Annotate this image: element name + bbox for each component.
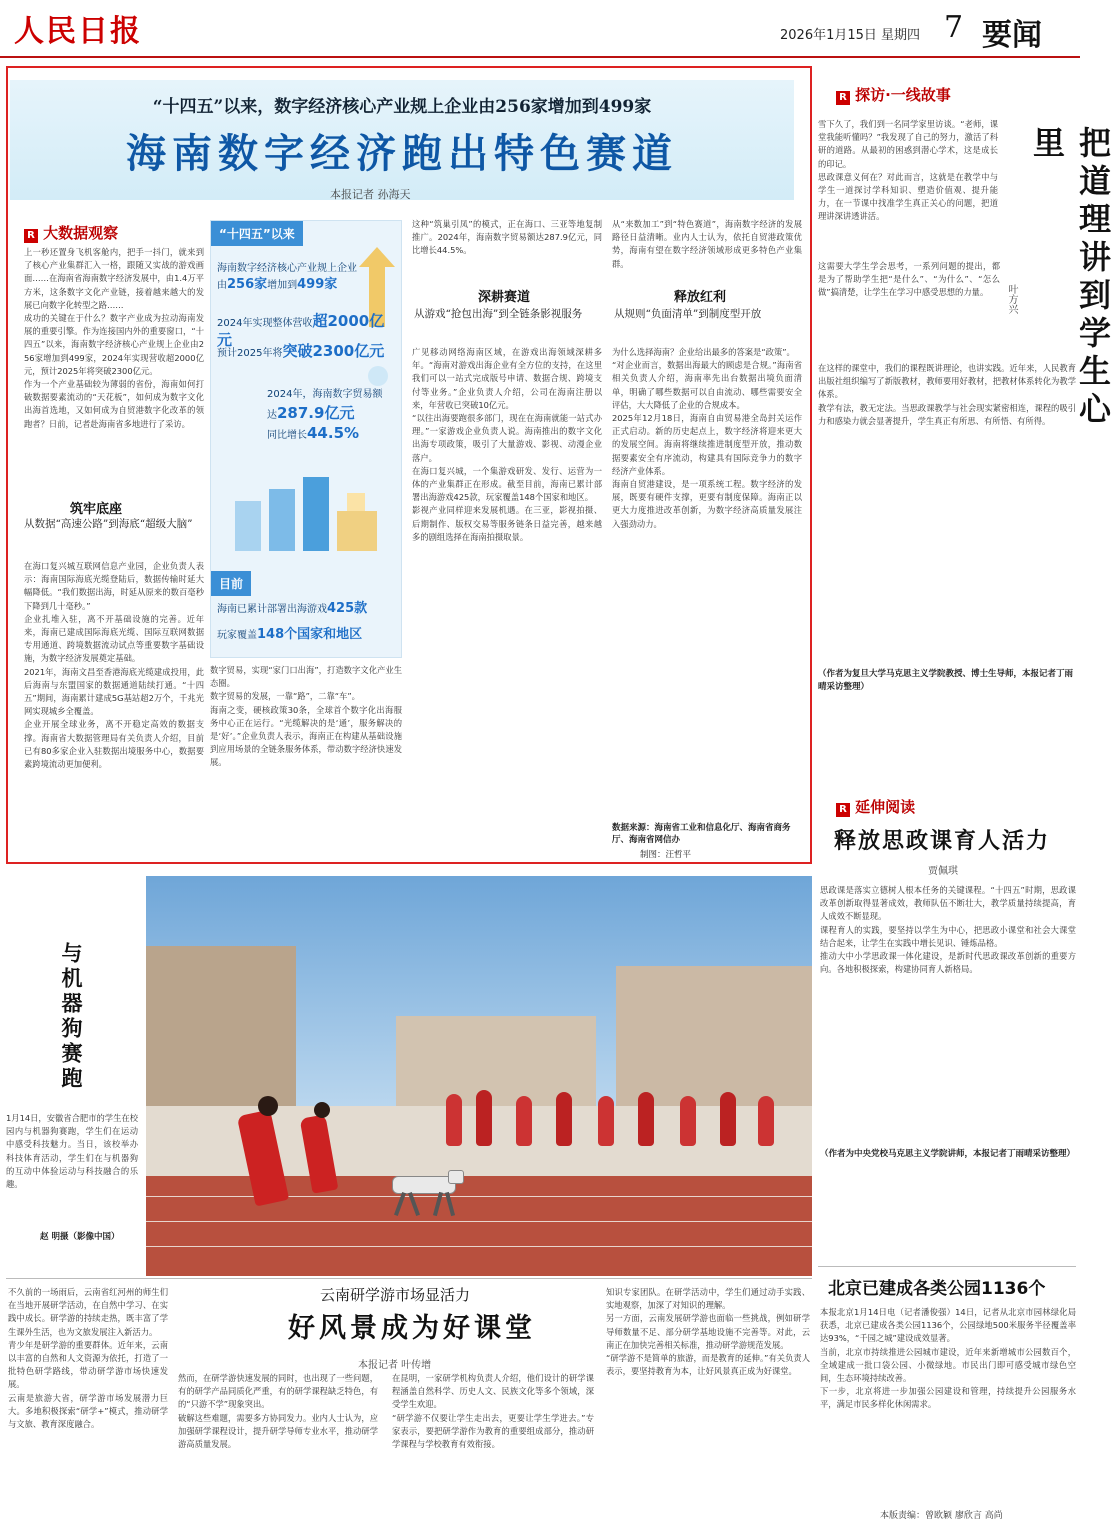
infographic-line-9: 玩家覆盖148个国家和地区 — [217, 627, 363, 642]
paragraph: 上一秒还置身飞机客舱内，把手一抖门，就来到了核心产业集群汇入一格，跟随又实战的游戏画面……在海南省海南数字经济发展中，由1.4万平方米，这条数字文化产业链，接着越来越大的发展已向数字化转型之路…… — [24, 247, 204, 310]
subhead-2: 深耕赛道 — [478, 290, 531, 305]
paragraph: 海南自贸港建设，是一项系统工程。数字经济的发展，既要有硬件支撑，更要有制度保障。海南正以更大力度推进改革创新，为数字经济高质量发展注入强劲动力。 — [612, 479, 802, 529]
stats-infographic — [210, 220, 402, 658]
infographic-line-1: 海南数字经济核心产业规上企业 — [217, 263, 357, 274]
paragraph: 海南之变，硬核政策30条，全球首个数字化出海服务中心正在运行。“光缆解决的是‘通’，服务解决的是‘好’。”企业负责人表示，海南正在构建从基础设施到应用场景的全链条服务体系，带动数字经济快速发展。 — [210, 704, 402, 768]
paragraph: 企业开展全球业务，离不开稳定高效的数据支撑。海南省大数据管理局有关负责人介绍，目前已有80多家企业入驻数据出境服务中心，数据要素跨境流动更加便利。 — [24, 719, 204, 770]
news-text — [820, 1306, 1076, 1502]
lead-col1-text-b — [24, 560, 204, 856]
infographic-line-5: 2024年，海南数字贸易额 — [267, 389, 383, 400]
student-head — [258, 1096, 278, 1116]
student-figure — [680, 1096, 696, 1146]
paragraph: 2021年，海南文昌至香港海底光缆建成投用，此后海南与东盟国家的数据通道陆续打通。“十四五”期间，海南累计建成5G基站超2万个，千兆光网实现城乡全覆盖。 — [24, 666, 204, 717]
column-label — [24, 222, 118, 243]
extend-title: 释放思政课育人活力 — [834, 829, 1051, 854]
infographic-line-7: 同比增长44.5% — [267, 424, 360, 442]
photo-running-track — [146, 1176, 812, 1276]
paragraph: 教学有法，教无定法。当思政课教学与社会现实紧密相连，课程的吸引力和感染力就会显著提升，学生真正有所思、有所悟、有所得。 — [818, 402, 1076, 426]
right-story-text-c — [818, 362, 1076, 662]
paragraph: “研学游不是简单的旅游，而是教育的延伸。”有关负责人表示，要坚持教育为本，让好风景真正成为好课堂。 — [606, 1353, 810, 1377]
paragraph: 在海口复兴城互联网信息产业园，企业负责人表示：海南国际海底光缆登陆后，数据传输时延大幅降低。“我们数据出海，时延从原来的数百毫秒下降到几十毫秒。” — [24, 561, 204, 611]
right-tag-1-text: 探访·一线故事 — [855, 86, 951, 104]
student-figure — [516, 1096, 532, 1146]
infographic-line-6: 达287.9亿元 — [267, 404, 355, 422]
infographic-line-2: 由256家增加到499家 — [217, 277, 338, 292]
paragraph: 课程育人的实践，要坚持以学生为中心，把思政小课堂和社会大课堂结合起来，让学生在实践中增长见识、锤炼品格。 — [820, 924, 1076, 948]
paragraph: 企业扎堆入驻，离不开基础设施的完善。近年来，海南已建成国际海底光缆、国际互联网数据专用通道、跨境数据流动试点等重要数字基础设施，为数字经济发展奠定基础。 — [24, 613, 204, 664]
data-cubes-illustration — [225, 471, 395, 561]
right-story-text-a — [818, 118, 998, 256]
masthead — [0, 0, 1080, 58]
bottom-col4-text — [606, 1286, 810, 1522]
student-figure — [638, 1092, 654, 1146]
student-figure — [446, 1094, 462, 1146]
lead-col1-text-a — [24, 246, 204, 474]
right-tag-2-text: 延伸阅读 — [855, 798, 916, 816]
page-number: 7 — [944, 10, 964, 45]
student-figure — [758, 1096, 774, 1146]
paragraph: 这需要大学生学会思考，一系列问题的提出，都是为了帮助学生把“是什么”、“为什么”、“怎么做”搞清楚，让学生在学习中感受思想的力量。 — [818, 261, 1000, 298]
paragraph: 数字贸易的发展，一靠“路”，二靠“车”。 — [210, 691, 360, 702]
student-figure — [476, 1090, 492, 1146]
photo-caption: 1月14日，安徽省合肥市的学生在校园内与机器狗赛跑，学生们在运动中感受科技魅力。当日，该校举办科技体育活动，学生们在与机器狗的互动中体验运动与科技融合的乐趣。 — [6, 1113, 138, 1190]
column-label-icon: R — [24, 229, 38, 243]
right-vertical-author: 叶方兴 — [1006, 284, 1017, 314]
lead-kicker: “十四五”以来，数字经济核心产业规上企业由256家增加到499家 — [152, 97, 652, 117]
photo-credit: 赵 明摄（影像中国） — [40, 1232, 120, 1242]
paragraph: 另一方面，云南发展研学游也面临一些挑战，例如研学导师数量不足、部分研学基地设施不完善等。对此，云南正在加快完善相关标准，推动研学游规范发展。 — [606, 1313, 810, 1350]
paragraph: 广见移动网络海南区域，在游戏出海领域深耕多年。“海南对游戏出海企业有全方位的支持，在这里我们可以一站式完成版号申请、数据合规、跨境支付等业务。”企业负责人介绍，公司在海南注册以来，年营收已突破10亿元。 — [412, 347, 602, 410]
paragraph: 成功的关键在于什么？数字产业成为拉动海南发展的重要引擎。作为连接国内外的重要窗口，“十四五”以来，海南数字经济核心产业规上企业由256家增加到499家，2024年实现营收超2000亿元，预计2025年将突破2300亿元。 — [24, 313, 204, 376]
subhead-2-deck: 从游戏“抢包出海”到全链条影视服务 — [414, 308, 583, 320]
student-figure — [720, 1092, 736, 1146]
student-head — [314, 1102, 330, 1118]
divider — [818, 1266, 1076, 1267]
graphic-credit: 制图：汪哲平 — [640, 850, 692, 860]
robot-dog-head — [448, 1170, 464, 1184]
infographic-header: “十四五”以来 — [211, 221, 303, 246]
paragraph: 推动大中小学思政课一体化建设，是新时代思政课改革创新的重要方向。各地积极探索，构建协同育人新格局。 — [820, 951, 1076, 975]
bottom-kicker: 云南研学游市场显活力 — [320, 1286, 471, 1304]
lead-hero-banner — [10, 80, 794, 200]
extend-author: 贾佩琪 — [928, 866, 958, 877]
paragraph: “对企业而言，数据出海最大的顾虑是合规。”海南省相关负责人介绍，海南率先出台数据出境负面清单，明确了哪些数据可以自由流动、哪些需要安全评估，大大降低了企业的合规成本。 — [612, 360, 802, 410]
photo-building — [146, 946, 296, 1116]
paragraph: 知识专家团队。在研学活动中，学生们通过动手实践、实地观察，加深了对知识的理解。 — [606, 1287, 810, 1311]
right-tag-1 — [836, 84, 951, 105]
paragraph: 影视产业同样迎来发展机遇。在三亚，影视拍摄、后期制作、版权交易等服务链条日益完善，越来越多的剧组选择在海南拍摄取景。 — [412, 505, 602, 542]
photo-vertical-title: 与机器狗赛跑 — [59, 942, 83, 1092]
paragraph: 这种“筑巢引凤”的模式，正在海口、三亚等地复制推广。2024年，海南数字贸易额达287.9亿元，同比增长44.5%。 — [412, 219, 602, 256]
paragraph: 本报北京1月14日电（记者潘俊强）14日，记者从北京市园林绿化局获悉，北京已建成各类公园1136个，公园绿地500米服务半径覆盖率达93%，“千园之城”建设成效显著。 — [820, 1307, 1076, 1344]
paragraph: “以往出海要跑很多部门，现在在海南就能一站式办理。”一家游戏企业负责人说。海南推出的数字文化出海专项政策，吸引了大量游戏、影视、动漫企业落户。 — [412, 413, 602, 463]
lead-col3-text-a — [412, 218, 602, 276]
infographic-line-8: 海南已累计部署出海游戏425款 — [217, 601, 368, 616]
paragraph: 当前，北京市持续推进公园城市建设，近年来新增城市公园数百个，全域建成一批口袋公园、小微绿地。市民出门即可感受城市绿色空间，生态环境持续改善。 — [820, 1346, 1076, 1384]
paragraph: 下一步，北京将进一步加强公园建设和管理，持续提升公园服务水平，满足市民多样化休闲需求。 — [820, 1386, 1076, 1410]
paragraph: 青少年是研学游的重要群体。近年来，云南以丰富的自然和人文资源为依托，打造了一批特色研学路线，带动研学游市场快速发展。 — [8, 1339, 168, 1390]
student-figure — [598, 1096, 614, 1146]
newspaper-logo: 人民日报 — [14, 14, 142, 49]
paragraph: 在海口复兴城，一个集游戏研发、发行、运营为一体的产业集群正在形成。截至目前，海南已累计部署出海游戏425款，玩家覆盖148个国家和地区。 — [412, 465, 602, 503]
news-title: 北京已建成各类公园1136个 — [828, 1279, 1046, 1299]
lead-col2-text — [210, 664, 402, 856]
paragraph: 作为一个产业基础较为薄弱的省份，海南如何打破数据要素流动的“天花板”，如何成为数字文化出海首选地，又如何成为自贸港数字化改革的领跑者？日前，记者赴海南省多地进行了采访。 — [24, 379, 204, 429]
infographic-line-3: 2024年实现整体营收超2000亿元 — [217, 312, 385, 349]
subhead-3: 释放红利 — [674, 290, 727, 305]
page-editors: 本版责编：曾欧颖 廖欣言 高尚 — [880, 1511, 1003, 1521]
paragraph: 思政课意义何在？对此而言，这就是在教学中与学生一道探讨学科知识、塑造价值观、提升能力，在一节课中找准学生真正关心的问题，把道理讲深讲透讲活。 — [818, 171, 998, 222]
paragraph: 从“来数加工”到“特色赛道”，海南数字经济的发展路径日益清晰。业内人士认为，依托自贸港政策优势，海南有望在数字经济领域形成更多特色产业集群。 — [612, 219, 802, 269]
right-tag-2 — [836, 796, 915, 817]
column-label-text: 大数据观察 — [43, 224, 119, 242]
paragraph: 为什么选择海南？企业给出最多的答案是“政策”。 — [612, 347, 795, 357]
lead-headline: 海南数字经济跑出特色赛道 — [126, 131, 678, 177]
bottom-col1-text — [8, 1286, 168, 1522]
robot-dog-race-photo[interactable] — [146, 876, 812, 1275]
infographic-line-4: 预计2025年将突破2300亿元 — [217, 342, 385, 360]
bottom-col2-text — [178, 1372, 378, 1522]
lead-byline: 本报记者 孙海天 — [330, 188, 411, 201]
right-story-credit: （作者为复旦大学马克思主义学院教授、博士生导师，本报记者丁雨晴采访整理） — [818, 669, 1074, 692]
bottom-headline: 好风景成为好课堂 — [288, 1313, 536, 1344]
paragraph: 破解这些难题，需要多方协同发力。业内人士认为，应加强研学课程设计，提升研学导师专业水平，推动研学游高质量发展。 — [178, 1412, 378, 1450]
paragraph: 思政课是落实立德树人根本任务的关键课程。“十四五”时期，思政课改革创新取得显著成效，教师队伍不断壮大，教学质量持续提高，育人成效不断显现。 — [820, 885, 1076, 922]
paragraph: 然而，在研学游快速发展的同时，也出现了一些问题，有的研学产品同质化严重，有的研学课程缺乏特色，有的“只游不学”现象突出。 — [178, 1373, 378, 1410]
subhead-1: 筑牢底座 — [70, 502, 123, 517]
right-vertical-title: 把道理讲到学生心里 — [1028, 126, 1112, 430]
paragraph: 云南是旅游大省，研学游市场发展潜力巨大。多地积极探索“研学+”模式，推动研学与文旅、教育深度融合。 — [8, 1392, 168, 1430]
infographic-header-current: 目前 — [211, 571, 251, 596]
paragraph: “研学游不仅要让学生走出去，更要让学生学进去。”专家表示，要把研学游作为教育的重要组成部分，推动研学课程与学校教育有效衔接。 — [392, 1412, 594, 1450]
bottom-byline: 本报记者 叶传增 — [358, 1360, 432, 1371]
extend-credit: （作者为中央党校马克思主义学院讲师，本报记者丁雨晴采访整理） — [820, 1149, 1076, 1159]
student-figure — [556, 1092, 572, 1146]
divider — [6, 1278, 812, 1279]
extend-text — [820, 884, 1076, 1144]
paragraph: 不久前的一场雨后，云南省红河州的师生们在当地开展研学活动，在自然中学习、在实践中成长。研学游的持续走热，既丰富了学生课外生活，也为文旅发展注入新活力。 — [8, 1287, 168, 1337]
paragraph: 数字贸易，实现“家门口出海”，打造数字文化产业生态圈。 — [210, 665, 402, 689]
paragraph: 雪下久了，我们到一名同学家里访谈。“老师，课堂我能听懂吗？”我发现了自己的努力，激活了科研的道路。从最初的困惑到潜心学术，这是成长的印记。 — [818, 119, 998, 169]
issue-date: 2026年1月15日 星期四 — [780, 28, 921, 43]
lead-col4-text-a — [612, 218, 802, 276]
tag-icon: R — [836, 803, 850, 817]
lead-col4-text-b — [612, 346, 802, 822]
subhead-3-deck: 从规则“负面清单”到制度型开放 — [614, 308, 762, 320]
subhead-1-deck: 从数据“高速公路”到海底“超级大脑” — [24, 518, 193, 530]
paragraph: 在这样的课堂中，我们的课程既讲理论，也讲实践。近年来，人民教育出版社组织编写了新版教材，教师要用好教材，把教材体系转化为教学体系。 — [818, 363, 1076, 400]
right-story-text-b — [818, 260, 1000, 358]
tag-icon: R — [836, 91, 850, 105]
bottom-col3-text — [392, 1372, 594, 1522]
paragraph: 2025年12月18日，海南自由贸易港全岛封关运作正式启动。新的历史起点上，数字经济将迎来更大的发展空间。海南将继续推进制度型开放，推动数据要素安全有序流动，构建具有国际竞争力的数字经济产业体系。 — [612, 413, 802, 476]
paragraph: 在昆明，一家研学机构负责人介绍，他们设计的研学课程涵盖自然科学、历史人文、民族文化等多个领域，深受学生欢迎。 — [392, 1373, 594, 1410]
section-name: 要闻 — [982, 18, 1042, 53]
lead-col3-text-b — [412, 346, 602, 856]
data-source: 数据来源：海南省工业和信息化厅、海南省商务厅、海南省网信办 — [612, 823, 791, 845]
